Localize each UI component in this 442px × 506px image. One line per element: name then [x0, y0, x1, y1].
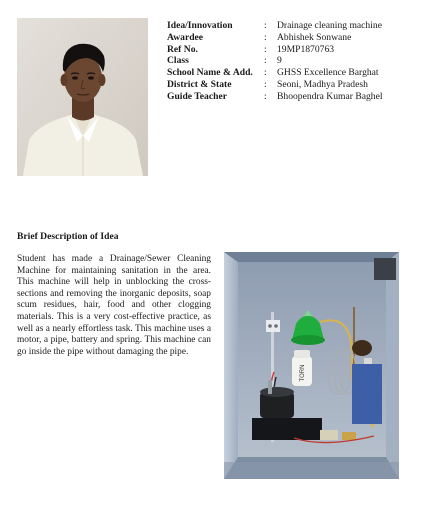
detail-value: Seoni, Madhya Pradesh: [277, 78, 368, 90]
device-label: TORN: [300, 364, 306, 382]
detail-row-idea: [167, 20, 432, 32]
detail-value: Drainage cleaning machine: [277, 20, 382, 31]
detail-value: GHSS Excellence Barghat: [277, 67, 379, 79]
detail-label: Idea/Innovation: [167, 20, 233, 31]
detail-label: School Name & Add.: [167, 67, 253, 79]
detail-label: Guide Teacher: [167, 90, 227, 102]
detail-row-school: [167, 67, 432, 79]
detail-separator: :: [264, 90, 267, 102]
detail-row-district: [167, 79, 432, 91]
detail-row-class: [167, 55, 432, 67]
detail-row-guide-teacher: [167, 91, 432, 103]
detail-row-awardee: [167, 32, 432, 44]
detail-label: District & State: [167, 78, 232, 90]
awardee-details: [167, 20, 432, 103]
description-paragraph: Student has made a Drainage/Sewer Cleaning Machine for maintaining sanitation in the area. This machine will help in unblocking the cross-sections and removing the inorganic deposits, soap scum residues, hair, food and other clogging materials. This is a very cost-effective practice, as well as a nearly effortless task. This machine uses a motor, a pipe, battery and spring. This machine can go inside the pipe without damaging the pipe.: [17, 254, 211, 357]
detail-separator: :: [264, 20, 267, 31]
detail-separator: :: [264, 67, 267, 79]
detail-separator: :: [264, 43, 267, 55]
detail-label: Ref No.: [167, 43, 198, 55]
section-heading: Brief Description of Idea: [17, 231, 119, 242]
detail-separator: :: [264, 55, 267, 67]
detail-label: Awardee: [167, 31, 204, 43]
detail-separator: :: [264, 78, 267, 90]
awardee-photo: [17, 18, 148, 176]
detail-value: 19MP1870763: [277, 43, 335, 55]
detail-value: Bhoopendra Kumar Baghel: [277, 90, 383, 102]
detail-value: 9: [277, 55, 282, 67]
detail-value: Abhishek Sonwane: [277, 31, 352, 43]
detail-label: Class: [167, 55, 189, 67]
machine-photo: [224, 252, 399, 479]
detail-row-ref-no: [167, 44, 432, 56]
detail-separator: :: [264, 31, 267, 43]
